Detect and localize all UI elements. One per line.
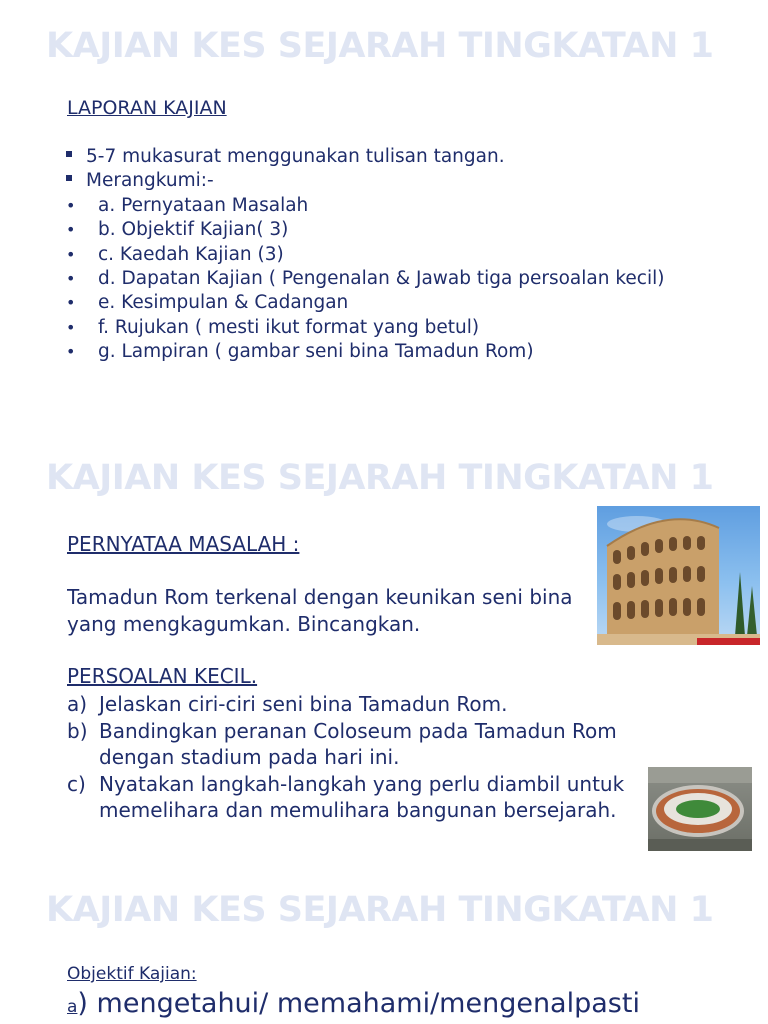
- list-item: • g. Lampiran ( gambar seni bina Tamadun Rom): [66, 340, 664, 364]
- slide-title: KAJIAN KES SEJARAH TINGKATAN 1: [46, 890, 714, 930]
- list-item: Merangkumi:-: [66, 169, 664, 193]
- objective-line: a) mengetahui/ memahami/mengenalpasti: [67, 988, 640, 1019]
- list-item: • d. Dapatan Kajian ( Pengenalan & Jawab tiga persoalan kecil): [66, 267, 664, 291]
- list-item: • c. Kaedah Kajian (3): [66, 243, 664, 267]
- dot-bullet-icon: •: [66, 220, 76, 240]
- problem-statement: Tamadun Rom terkenal dengan keunikan seni bina yang mengkagumkan. Bincangkan.: [67, 585, 573, 636]
- list-item-continuation: memelihara dan memulihara bangunan bersejarah.: [99, 798, 617, 823]
- list-item: • b. Objektif Kajian( 3): [66, 218, 664, 242]
- list-item: a) Jelaskan ciri-ciri seni bina Tamadun Rom.: [67, 692, 508, 716]
- dot-bullet-icon: •: [66, 244, 76, 264]
- list-item: • f. Rujukan ( mesti ikut format yang betul): [66, 316, 664, 340]
- dot-bullet-icon: •: [66, 317, 76, 337]
- dot-bullet-icon: •: [66, 342, 76, 362]
- dot-bullet-icon: •: [66, 293, 76, 313]
- list-item: c) Nyatakan langkah-langkah yang perlu diambil untuk: [67, 771, 625, 796]
- slide-title: KAJIAN KES SEJARAH TINGKATAN 1: [46, 458, 714, 498]
- stadium-image: [648, 767, 752, 851]
- list-item: • e. Kesimpulan & Cadangan: [66, 291, 664, 315]
- objektif-kajian-heading: Objektif Kajian:: [67, 964, 197, 984]
- dot-bullet-icon: •: [66, 269, 76, 289]
- square-bullet-icon: [66, 151, 72, 157]
- list-item-continuation: dengan stadium pada hari ini.: [99, 745, 400, 770]
- list-item: 5-7 mukasurat menggunakan tulisan tangan.: [66, 145, 664, 169]
- square-bullet-icon: [66, 175, 72, 181]
- list-item: b) Bandingkan peranan Coloseum pada Tamadun Rom: [67, 718, 617, 743]
- dot-bullet-icon: •: [66, 195, 76, 215]
- pernyataan-masalah-heading: PERNYATAA MASALAH :: [67, 532, 300, 556]
- slide-title: KAJIAN KES SEJARAH TINGKATAN 1: [46, 26, 714, 66]
- colosseum-image: [597, 506, 760, 645]
- laporan-kajian-list: [66, 145, 664, 365]
- persoalan-kecil-heading: PERSOALAN KECIL.: [67, 664, 258, 688]
- question-list: [67, 691, 677, 824]
- list-item: • a. Pernyataan Masalah: [66, 194, 664, 218]
- laporan-kajian-heading: LAPORAN KAJIAN: [67, 97, 227, 119]
